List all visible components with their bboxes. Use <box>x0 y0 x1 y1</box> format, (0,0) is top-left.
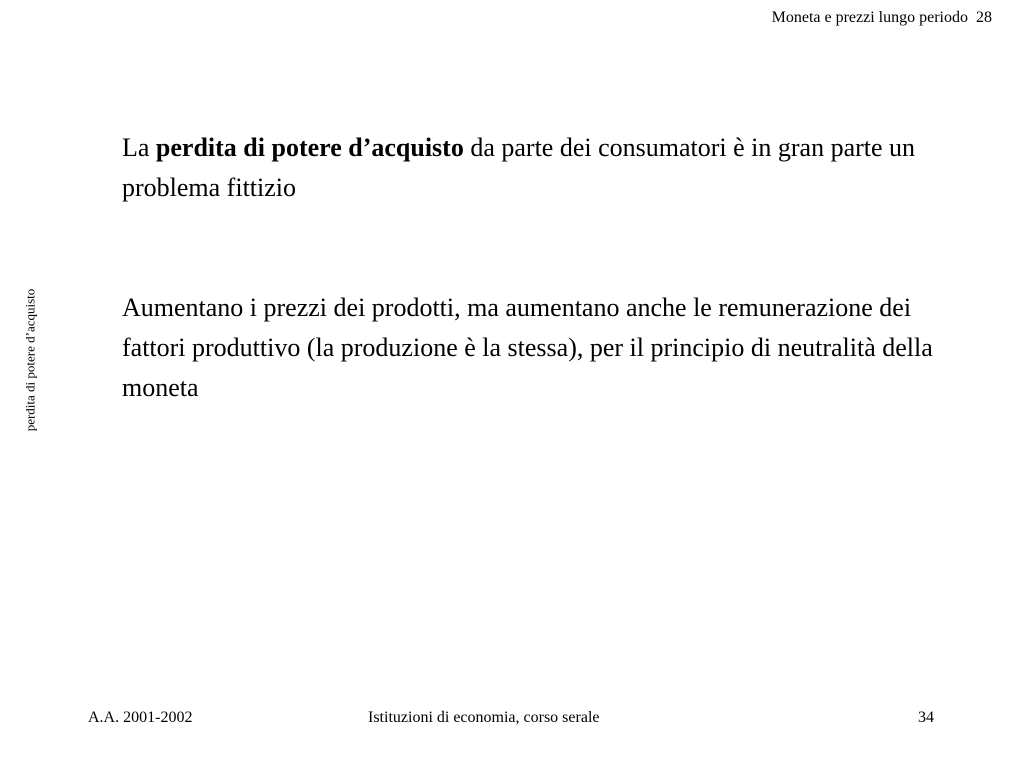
header-title <box>772 8 992 28</box>
paragraph1-prefix: La <box>122 133 156 162</box>
header-title-text: Moneta e prezzi lungo periodo <box>771 9 968 26</box>
side-label <box>21 267 39 453</box>
footer-page-number: 34 <box>918 709 934 726</box>
side-label-text: perdita di potere d’acquisto <box>22 288 37 432</box>
paragraph-neutrality: Aumentano i prezzi dei prodotti, ma aumentano anche le remunerazione dei fattori produttivo (la produzione è la stessa), per il principio di neutralità della moneta <box>122 293 933 402</box>
paragraph1-suffix: da parte dei consumatori è in gran parte un problema fittizio <box>122 133 916 202</box>
footer-course-title: Istituzioni di economia, corso serale <box>368 709 600 726</box>
footer-academic-year: A.A. 2001-2002 <box>88 709 193 726</box>
slide-body <box>122 128 972 408</box>
paragraph-purchasing-power <box>122 128 972 208</box>
header-slide-number: 28 <box>976 9 992 26</box>
paragraph1-bold-term: perdita di potere d’acquisto <box>155 133 464 162</box>
